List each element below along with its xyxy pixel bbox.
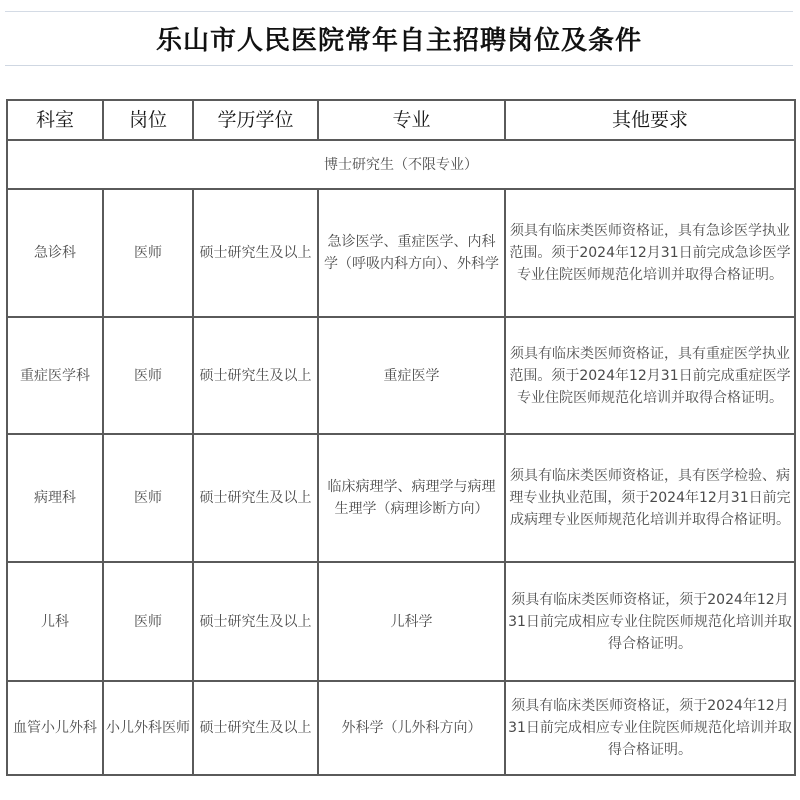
page-title: 乐山市人民医院常年自主招聘岗位及条件 <box>155 26 642 56</box>
table-row <box>7 681 795 775</box>
cell-education: 硕士研究生及以上 <box>193 681 318 775</box>
cell-requirements: 须具有临床类医师资格证，须于2024年12月31日前完成相应专业住院医师规范化培训并取得合格证明。 <box>505 681 795 775</box>
cell-requirements: 须具有临床类医师资格证，具有急诊医学执业范围。须于2024年12月31日前完成急诊医学专业住院医师规范化培训并取得合格证明。 <box>505 189 795 317</box>
cell-major: 急诊医学、重症医学、内科学（呼吸内科方向）、外科学 <box>318 189 505 317</box>
cell-education: 硕士研究生及以上 <box>193 562 318 681</box>
table-row <box>7 562 795 681</box>
title-band <box>5 11 793 66</box>
cell-major: 外科学（儿外科方向） <box>318 681 505 775</box>
cell-major: 重症医学 <box>318 317 505 434</box>
cell-position: 医师 <box>103 189 193 317</box>
header-row <box>7 100 795 140</box>
cell-major: 儿科学 <box>318 562 505 681</box>
header-department: 科室 <box>7 100 103 140</box>
table-row <box>7 317 795 434</box>
cell-education: 硕士研究生及以上 <box>193 317 318 434</box>
cell-education: 硕士研究生及以上 <box>193 189 318 317</box>
cell-department: 血管小儿外科 <box>7 681 103 775</box>
cell-position: 医师 <box>103 434 193 562</box>
cell-requirements: 须具有临床类医师资格证，须于2024年12月31日前完成相应专业住院医师规范化培训并取得合格证明。 <box>505 562 795 681</box>
table-row <box>7 189 795 317</box>
cell-department: 重症医学科 <box>7 317 103 434</box>
recruitment-table <box>6 99 796 776</box>
table-row <box>7 434 795 562</box>
cell-requirements: 须具有临床类医师资格证，具有重症医学执业范围。须于2024年12月31日前完成重症医学专业住院医师规范化培训并取得合格证明。 <box>505 317 795 434</box>
header-position: 岗位 <box>103 100 193 140</box>
header-requirements: 其他要求 <box>505 100 795 140</box>
cell-department: 急诊科 <box>7 189 103 317</box>
header-major: 专业 <box>318 100 505 140</box>
cell-department: 儿科 <box>7 562 103 681</box>
cell-major: 临床病理学、病理学与病理生理学（病理诊断方向） <box>318 434 505 562</box>
cell-education: 硕士研究生及以上 <box>193 434 318 562</box>
section-banner-row <box>7 140 795 189</box>
section-banner: 博士研究生（不限专业） <box>7 140 795 189</box>
cell-position: 医师 <box>103 562 193 681</box>
cell-position: 小儿外科医师 <box>103 681 193 775</box>
cell-requirements: 须具有临床类医师资格证，具有医学检验、病理专业执业范围，须于2024年12月31日前完成病理专业医师规范化培训并取得合格证明。 <box>505 434 795 562</box>
cell-position: 医师 <box>103 317 193 434</box>
cell-department: 病理科 <box>7 434 103 562</box>
header-education: 学历学位 <box>193 100 318 140</box>
